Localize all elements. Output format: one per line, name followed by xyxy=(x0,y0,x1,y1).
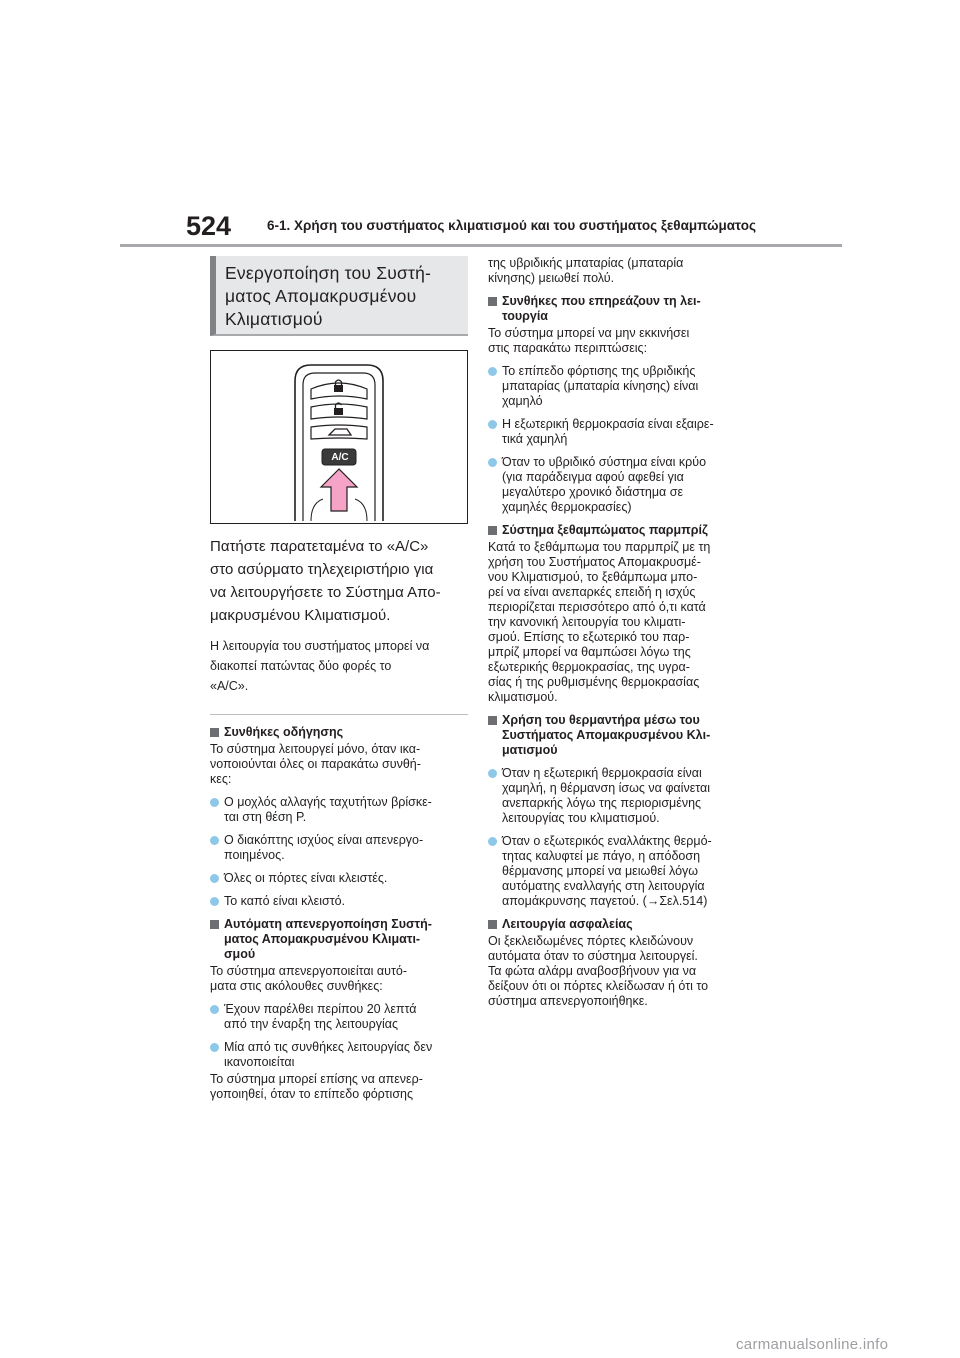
text-line: Το σύστημα μπορεί επίσης να απενερ- xyxy=(210,1072,423,1086)
text-line: Ο μοχλός αλλαγής ταχυτήτων βρίσκε- xyxy=(224,795,432,809)
intro-note-line: «A/C». xyxy=(210,679,249,693)
text-line: ποιημένος. xyxy=(224,848,285,862)
text-line: Το καπό είναι κλειστό. xyxy=(224,894,346,908)
sub-heading xyxy=(488,917,752,932)
text-line: Όταν το υβριδικό σύστημα είναι κρύο xyxy=(502,455,707,469)
paragraph xyxy=(210,964,468,994)
intro-lead-line: στο ασύρματο τηλεχειριστήριο για xyxy=(210,561,434,578)
text-line: ανεπαρκής λόγω της περιορισμένης xyxy=(502,796,702,810)
text-line: Το επίπεδο φόρτισης της υβριδικής xyxy=(502,364,696,378)
text-line: Μία από τις συνθήκες λειτουργίας δεν xyxy=(224,1040,433,1054)
text-line: Σύστημα ξεθαμπώματος παρμπρίζ xyxy=(502,523,708,537)
circle-bullet-icon xyxy=(210,874,219,883)
circle-bullet-icon xyxy=(488,367,497,376)
text-line: στις παρακάτω περιπτώσεις: xyxy=(488,341,648,355)
text-line: Τα φώτα αλάρμ αναβοσβήνουν για να xyxy=(488,964,697,978)
text-line: δείξουν ότι οι πόρτες κλείδωσαν ή ότι το xyxy=(488,979,709,993)
lock-icon xyxy=(334,385,343,392)
text-line: Το σύστημα μπορεί να μην εκκινήσει xyxy=(488,326,690,340)
circle-bullet-icon xyxy=(210,1005,219,1014)
text-line: ται στη θέση P. xyxy=(224,810,307,824)
text-line: Συνθήκες οδήγησης xyxy=(224,725,344,739)
intro-lead-line: Πατήστε παρατεταμένα το «A/C» xyxy=(210,538,429,555)
ac-button-label: A/C xyxy=(331,452,349,463)
right-column xyxy=(488,256,752,1009)
text-line: σύστημα απενεργοποιήθηκε. xyxy=(488,994,648,1008)
left-text-blocks xyxy=(210,725,468,1102)
text-line: χαμηλές θερμοκρασίες) xyxy=(502,500,632,514)
chapter-title: 6-1. Χρήση του συστήματος κλιματισμού και του συστήματος ξεθαμπώματος xyxy=(267,218,756,233)
intro-note-line: Η λειτουργία του συστήματος μπορεί να xyxy=(210,639,430,653)
text-line: σμού. Επίσης το εξωτερικό του παρ- xyxy=(488,630,690,644)
text-line: από την έναρξη της λειτουργίας xyxy=(224,1017,398,1031)
bullet-item xyxy=(488,455,752,515)
text-line: ματα στις ακόλουθες συνθήκες: xyxy=(210,979,383,993)
text-line: Συνθήκες που επηρεάζουν τη λει- xyxy=(502,294,701,308)
paragraph xyxy=(210,742,468,787)
watermark: carmanualsonline.info xyxy=(736,1336,889,1353)
text-line: τητας καλυφτεί με πάγο, η απόδοση xyxy=(502,849,701,863)
sub-heading xyxy=(210,725,468,740)
text-line: κίνησης) μειωθεί πολύ. xyxy=(488,271,615,285)
text-line: Οι ξεκλειδωμένες πόρτες κλειδώνουν xyxy=(488,934,694,948)
bullet-item xyxy=(488,834,752,909)
bullet-item xyxy=(210,833,468,863)
text-line: τικά χαμηλή xyxy=(502,432,568,446)
text-line: Η εξωτερική θερμοκρασία είναι εξαιρε- xyxy=(502,417,714,431)
page-header xyxy=(122,208,842,244)
intro-lead-line: μακρυσμένου Κλιματισμού. xyxy=(210,607,391,624)
text-line: χαμηλό xyxy=(502,394,543,408)
square-bullet-icon xyxy=(488,297,497,306)
circle-bullet-icon xyxy=(210,1043,219,1052)
intro-lead xyxy=(210,535,468,627)
text-line: Αυτόματη απενεργοποίηση Συστή- xyxy=(224,917,432,931)
text-line: της υβριδικής μπαταρίας (μπαταρία xyxy=(488,256,684,270)
section-title-line: Κλιματισμού xyxy=(225,309,323,329)
bullet-item xyxy=(488,766,752,826)
intro-note xyxy=(210,636,468,696)
section-title-line: ματος Απομακρυσμένου xyxy=(225,286,417,306)
square-bullet-icon xyxy=(488,526,497,535)
text-line: Ο διακόπτης ισχύος είναι απενεργο- xyxy=(224,833,424,847)
text-line: σμού xyxy=(224,947,256,961)
text-line: Έχουν παρέλθει περίπου 20 λεπτά xyxy=(224,1002,417,1016)
text-line: εξωτερικής θερμοκρασίας, της υγρα- xyxy=(488,660,690,674)
sub-heading xyxy=(488,523,752,538)
paragraph xyxy=(488,256,752,286)
unlock-icon xyxy=(334,408,343,415)
text-line: Όταν η εξωτερική θερμοκρασία είναι xyxy=(502,766,702,780)
text-line: σίας ή της ρυθμισμένης θερμοκρασίας xyxy=(488,675,700,689)
text-line: περιορίζεται περισσότερο από ό,τι κατά xyxy=(488,600,706,614)
text-line: τουργία xyxy=(502,309,548,323)
text-line: ρεί να είναι ανεπαρκές επειδή η ισχύς xyxy=(488,585,696,599)
key-fob-illustration xyxy=(210,350,468,524)
press-arrow-icon xyxy=(321,469,357,511)
text-line: απομάκρυνσης παγετού. (→Σελ.514) xyxy=(502,894,708,908)
text-line: Όλες οι πόρτες είναι κλειστές. xyxy=(224,871,388,885)
sub-heading xyxy=(488,294,752,324)
lock-button xyxy=(311,380,367,399)
paragraph xyxy=(488,540,752,705)
square-bullet-icon xyxy=(210,920,219,929)
intro-note-line: διακοπεί πατώντας δύο φορές το xyxy=(210,659,392,673)
text-line: Λειτουργία ασφαλείας xyxy=(502,917,633,931)
bullet-item xyxy=(210,871,468,886)
section-title-box xyxy=(210,256,468,336)
circle-bullet-icon xyxy=(210,836,219,845)
circle-bullet-icon xyxy=(210,798,219,807)
intro-lead-line: να λειτουργήσετε το Σύστημα Απο- xyxy=(210,584,441,601)
text-line: Το σύστημα λειτουργεί μόνο, όταν ικα- xyxy=(210,742,421,756)
left-column xyxy=(210,256,468,1102)
bullet-item xyxy=(210,894,468,909)
paragraph xyxy=(488,326,752,356)
text-line: ικανοποιείται xyxy=(224,1055,295,1069)
text-line: Όταν ο εξωτερικός εναλλάκτης θερμό- xyxy=(502,834,712,848)
sub-heading xyxy=(488,713,752,758)
text-line: Το σύστημα απενεργοποιείται αυτό- xyxy=(210,964,408,978)
text-line: αυτόματα όταν το σύστημα λειτουργεί. xyxy=(488,949,698,963)
text-line: (για παράδειγμα αφού αφεθεί για xyxy=(502,470,684,484)
text-line: μπρίζ μπορεί να θαμπώσει λόγω της xyxy=(488,645,691,659)
text-line: χρήση του Συστήματος Απομακρυσμέ- xyxy=(488,555,701,569)
text-line: κες: xyxy=(210,772,232,786)
unlock-button xyxy=(311,403,367,419)
square-bullet-icon xyxy=(210,728,219,737)
square-bullet-icon xyxy=(488,920,497,929)
text-line: γοποιηθεί, όταν το επίπεδο φόρτισης xyxy=(210,1087,414,1101)
bullet-item xyxy=(210,1002,468,1032)
bullet-item xyxy=(488,417,752,447)
text-line: νου Κλιματισμού, το ξεθάμπωμα μπο- xyxy=(488,570,698,584)
circle-bullet-icon xyxy=(488,837,497,846)
right-text-blocks xyxy=(488,256,752,1009)
bullet-item xyxy=(488,364,752,409)
text-line: μεγαλύτερο χρονικό διάστημα σε xyxy=(502,485,684,499)
bullet-item xyxy=(210,1040,468,1070)
header-rule xyxy=(120,244,842,247)
circle-bullet-icon xyxy=(488,458,497,467)
text-line: Χρήση του θερμαντήρα μέσω του xyxy=(502,713,700,727)
section-title-line: Ενεργοποίηση του Συστή- xyxy=(225,263,432,283)
text-line: Συστήματος Απομακρυσμένου Κλι- xyxy=(502,728,711,742)
page-number: 524 xyxy=(186,211,232,241)
circle-bullet-icon xyxy=(488,769,497,778)
text-line: αυτόματης εναλλαγής στη λειτουργία xyxy=(502,879,705,893)
text-line: μπαταρίας (μπαταρία κίνησης) είναι xyxy=(502,379,699,393)
sub-heading xyxy=(210,917,468,962)
paragraph xyxy=(488,934,752,1009)
text-line: ματισμού xyxy=(502,743,558,757)
text-line: χαμηλή, η θέρμανση ίσως να φαίνεται xyxy=(502,781,711,795)
text-line: θέρμανσης μπορεί να μειωθεί λόγω xyxy=(502,864,699,878)
bullet-item xyxy=(210,795,468,825)
section-separator xyxy=(210,714,468,715)
text-line: ματος Απομακρυσμένου Κλιματι- xyxy=(224,932,421,946)
circle-bullet-icon xyxy=(210,897,219,906)
circle-bullet-icon xyxy=(488,420,497,429)
text-line: την κανονική λειτουργία του κλιματι- xyxy=(488,615,686,629)
square-bullet-icon xyxy=(488,716,497,725)
section-title xyxy=(225,262,460,331)
key-fob-drawing xyxy=(211,351,467,523)
paragraph xyxy=(210,1072,468,1102)
text-line: λειτουργίας του κλιματισμού. xyxy=(502,811,660,825)
text-line: Κατά το ξεθάμπωμα του παρμπρίζ με τη xyxy=(488,540,711,554)
text-line: νοποιούνται όλες οι παρακάτω συνθή- xyxy=(210,757,421,771)
trunk-button xyxy=(311,425,367,439)
text-line: κλιματισμού. xyxy=(488,690,558,704)
